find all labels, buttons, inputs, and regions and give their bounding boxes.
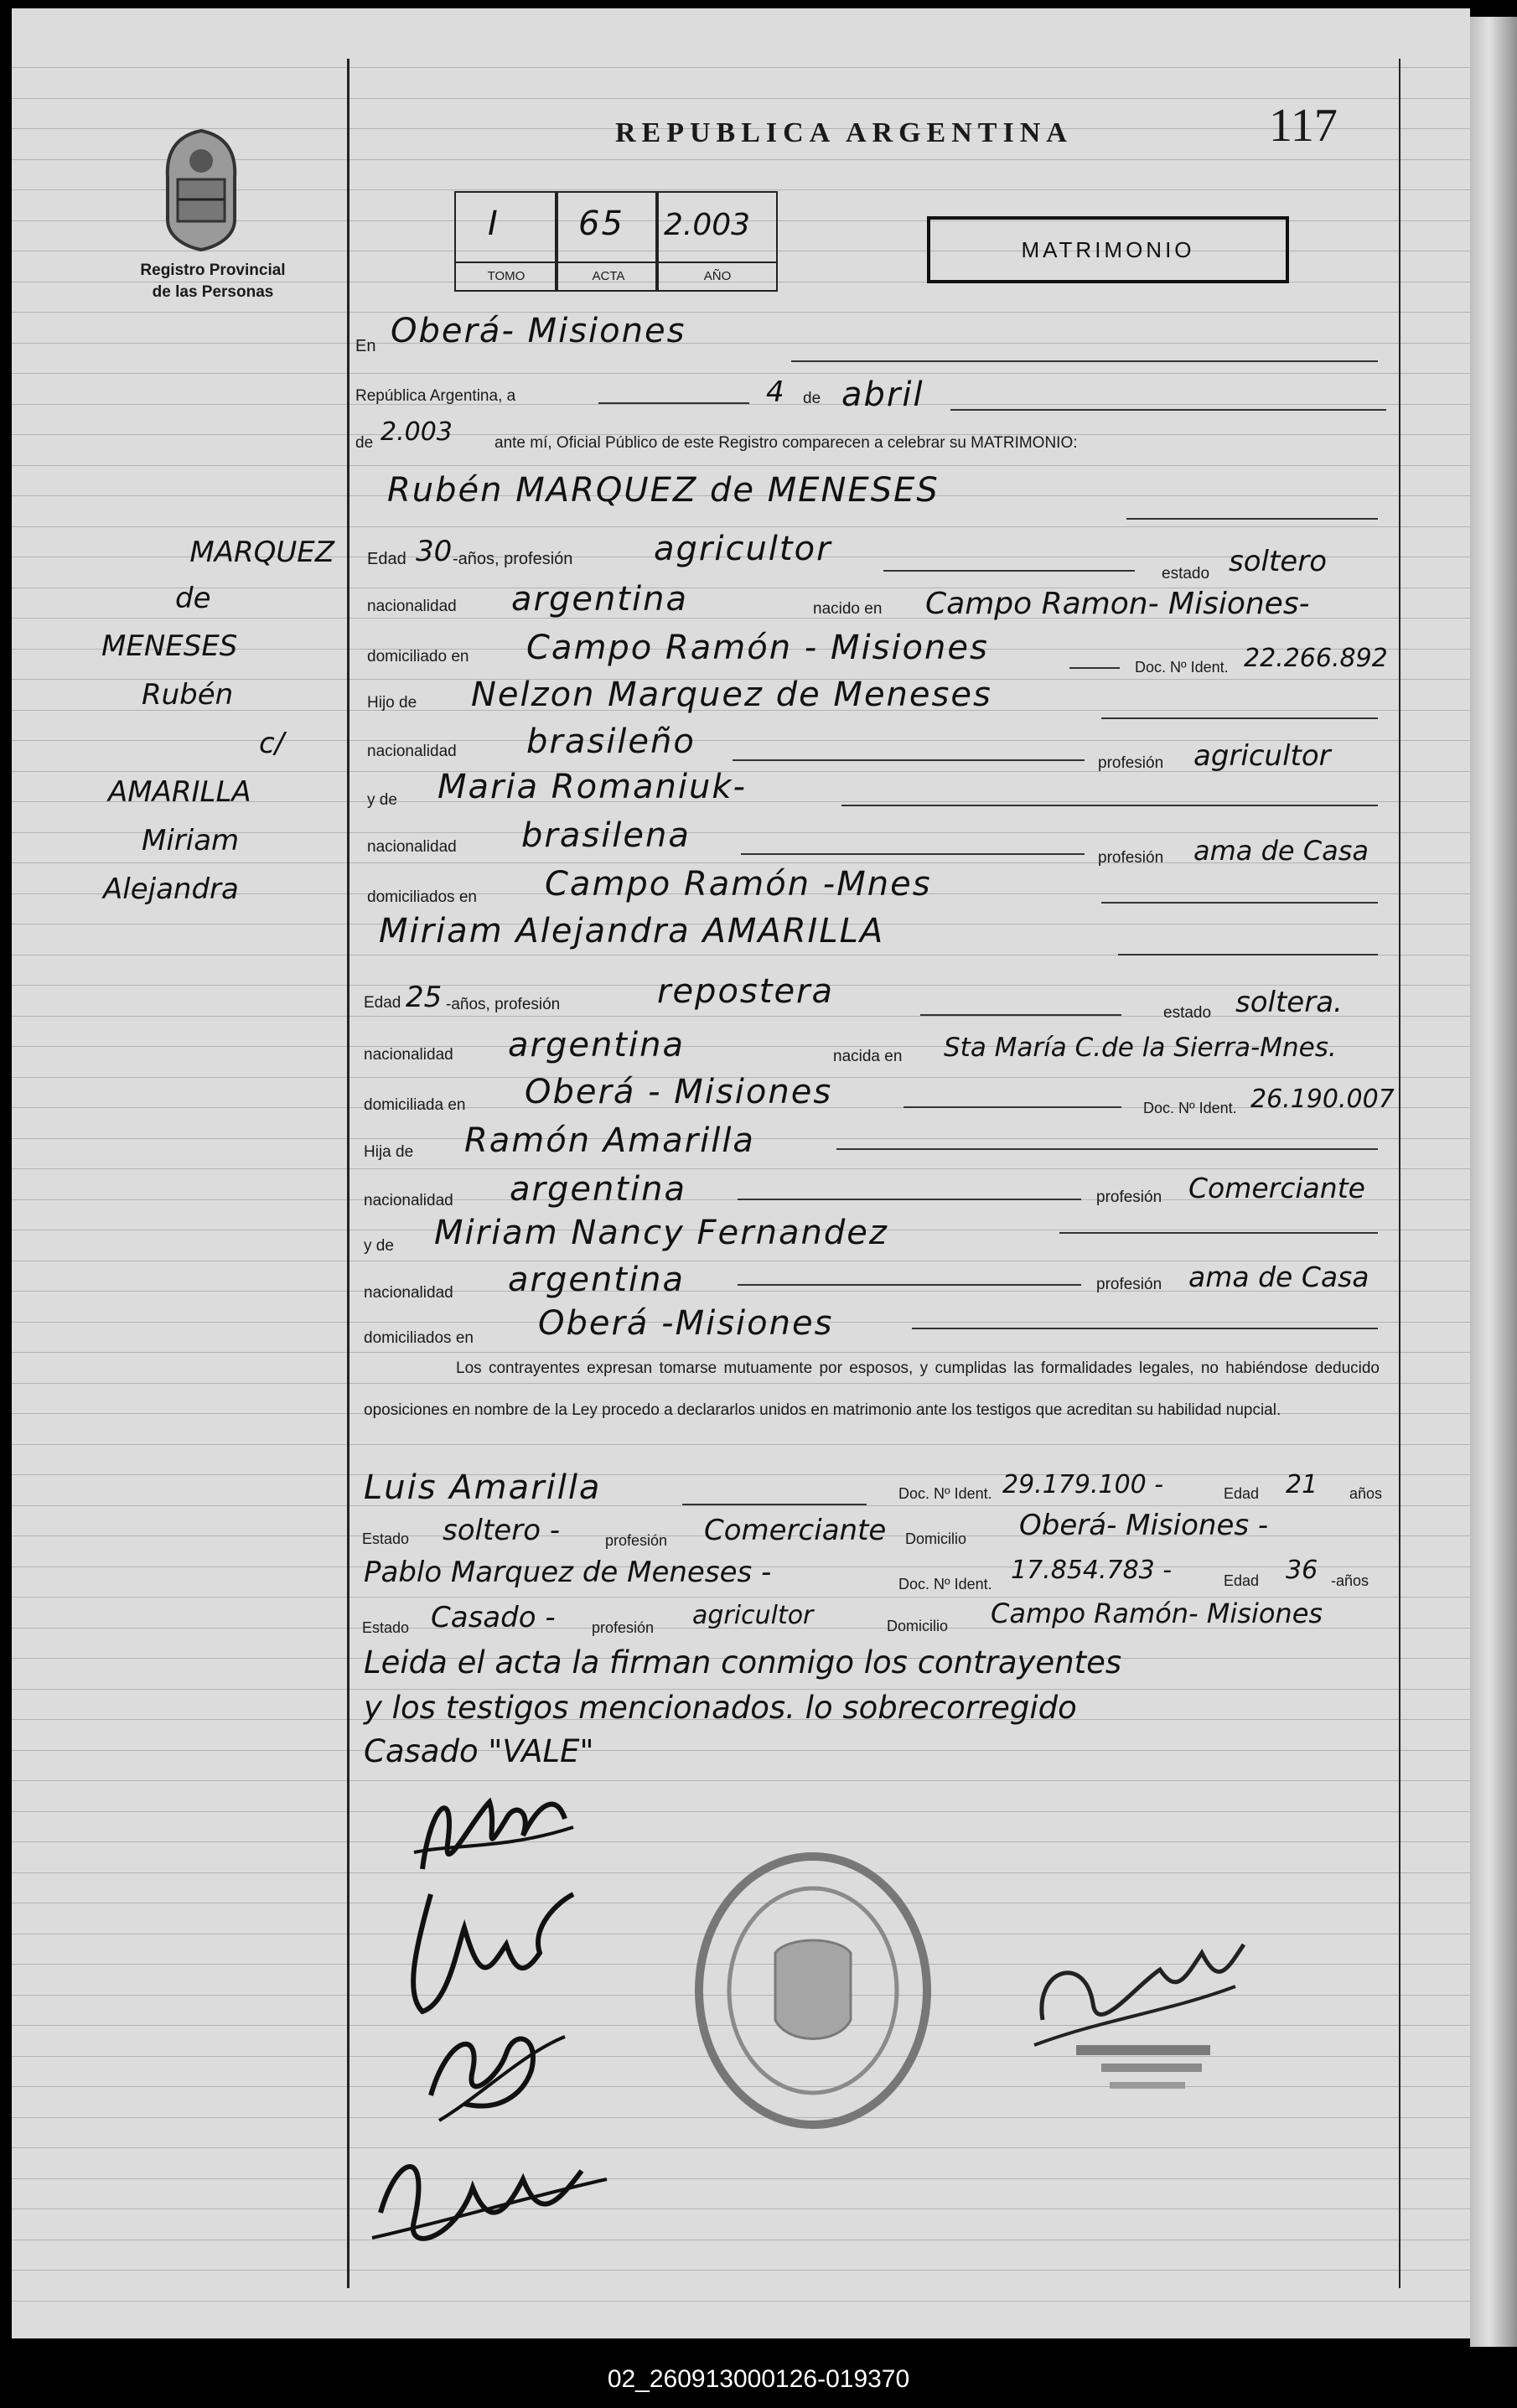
groom-father-nat: brasileño (526, 722, 696, 761)
bride-mother-nac-label: nacionalidad (364, 1284, 453, 1302)
bride-name: Miriam Alejandra AMARILLA (379, 912, 885, 950)
witness2-profession: agricultor (692, 1601, 814, 1630)
bride-nac-label: nacionalidad (364, 1046, 453, 1064)
ruled-line (12, 1750, 1470, 1751)
ruled-line (12, 1841, 1470, 1842)
ruled-line (12, 343, 1470, 344)
bride-birthplace: Sta María C.de la Sierra-Mnes. (944, 1033, 1337, 1063)
registry-line1: Registro Provincial (140, 262, 286, 279)
bride-father: Ramón Amarilla (464, 1121, 755, 1160)
bride-profession: repostera (657, 972, 835, 1011)
witness1-domicile: Oberá- Misiones - (1019, 1509, 1269, 1542)
groom-parents-dom: Campo Ramón -Mnes (545, 865, 932, 904)
groom-profession: agricultor (654, 530, 832, 568)
bride-domicile: Oberá - Misiones (525, 1073, 833, 1111)
bride-nationality: argentina (508, 1026, 685, 1064)
ante-text: ante mí, Oficial Público de este Registro comparecen a celebrar su MATRIMONIO: (494, 434, 1078, 452)
ruled-line (12, 312, 1470, 313)
witness2-doc-label: Doc. Nº Ident. (898, 1576, 992, 1592)
ruled-line (12, 1444, 1470, 1445)
anio-label: AÑO (703, 269, 732, 283)
witness1-doc: 29.179.100 - (1002, 1470, 1164, 1499)
ruled-line (12, 1780, 1470, 1781)
signature-4 (364, 2129, 615, 2271)
closing-line-2: Casado "VALE" (364, 1733, 594, 1769)
groom-birthplace: Campo Ramon- Misiones- (925, 587, 1310, 621)
margin-name-7: Alejandra (103, 873, 239, 906)
bride-father-prof: Comerciante (1188, 1172, 1365, 1204)
witness1-profession: Comerciante (704, 1514, 887, 1547)
witness1-name: Luis Amarilla (364, 1468, 602, 1507)
acta-value: 65 (578, 205, 624, 243)
footer-id: 02_260913000126-019370 (607, 2365, 910, 2393)
ruled-line (12, 98, 1470, 99)
bride-mother-prof: ama de Casa (1188, 1261, 1369, 1293)
witness1-age: 21 (1286, 1470, 1318, 1499)
witness2-name: Pablo Marquez de Meneses - (364, 1556, 772, 1589)
witness2-dom-label: Domicilio (887, 1618, 949, 1634)
margin-name-0: MARQUEZ (189, 536, 334, 569)
margin-name-2: MENESES (101, 629, 238, 663)
margin-name-6: Miriam (142, 824, 240, 857)
witness2-doc: 17.854.783 - (1011, 1556, 1173, 1585)
bride-age: 25 (406, 981, 443, 1014)
republica-label: República Argentina, a (355, 387, 516, 405)
bride-mother: Miriam Nancy Fernandez (434, 1214, 888, 1252)
groom-parents-dom-label: domiciliados en (367, 888, 477, 906)
witness1-prof-label: profesión (605, 1532, 668, 1549)
de-label: de (803, 390, 821, 407)
groom-edad-label: Edad (367, 550, 406, 568)
bride-estado: soltera. (1235, 986, 1343, 1019)
groom-mother-prof: ama de Casa (1193, 835, 1369, 867)
groom-dom-label: domiciliado en (367, 648, 469, 665)
groom-father-prof-label: profesión (1098, 754, 1164, 772)
bride-parents-dom: Oberá -Misiones (538, 1304, 834, 1343)
ruled-line (12, 2178, 1470, 2179)
declaration-text: Los contrayentes expresan tomarse mutuamente por esposos, y cumplidas las formalidades legales, no habiéndose deducido oposiciones en nombre de la Ley procedo a declararlos unidos en matrimonio ante los testigos que acreditan su habilidad nupcial. (364, 1359, 1380, 1419)
ruled-line (12, 2270, 1470, 2271)
bride-yde-label: y de (364, 1237, 394, 1255)
groom-estado: soltero (1229, 545, 1327, 578)
book-spine (1470, 17, 1517, 2355)
bride-mother-prof-label: profesión (1096, 1276, 1162, 1293)
groom-father: Nelzon Marquez de Meneses (471, 676, 992, 714)
marriage-month: abril (841, 375, 924, 414)
bride-nacida-label: nacida en (833, 1048, 903, 1065)
witness2-estado: Casado - (431, 1601, 556, 1634)
groom-doc: 22.266.892 (1244, 644, 1388, 673)
groom-domicile: Campo Ramón - Misiones (526, 629, 989, 667)
witness1-doc-label: Doc. Nº Ident. (898, 1485, 992, 1502)
registry-line2: de las Personas (152, 283, 274, 301)
doc-type-label: MATRIMONIO (1021, 237, 1195, 262)
country-title: REPUBLICA ARGENTINA (615, 117, 1073, 148)
bride-estado-label: estado (1163, 1004, 1212, 1022)
groom-anos-prof-label: -años, profesión (453, 550, 573, 568)
de2-label: de (355, 434, 374, 452)
ruled-line (12, 67, 1470, 68)
coat-of-arms-seal (159, 127, 243, 251)
acta-label: ACTA (592, 269, 625, 283)
record-box (454, 191, 778, 292)
groom-age: 30 (416, 535, 453, 568)
signature-3 (414, 2003, 582, 2129)
marriage-day: 4 (766, 375, 784, 409)
en-label: En (355, 337, 376, 355)
margin-annotation (91, 530, 334, 914)
closing-line-1: y los testigos mencionados. lo sobrecorregido (364, 1690, 1077, 1726)
bride-edad-label: Edad (364, 994, 401, 1012)
tomo-value: I (488, 205, 500, 243)
witness2-domicile: Campo Ramón- Misiones (991, 1598, 1323, 1629)
doc-type-box (927, 216, 1289, 283)
groom-name: Rubén MARQUEZ de MENESES (387, 471, 940, 510)
witness2-age: 36 (1286, 1556, 1318, 1585)
groom-mother-nac-label: nacionalidad (367, 838, 457, 856)
bride-doc: 26.190.007 (1250, 1085, 1395, 1114)
witness2-edad-label: Edad (1224, 1572, 1260, 1589)
ruled-line (12, 1474, 1470, 1475)
bride-father-prof-label: profesión (1096, 1188, 1162, 1206)
margin-line-left (347, 59, 349, 2288)
register-page (12, 8, 1470, 2338)
groom-nacido-label: nacido en (813, 600, 883, 618)
groom-mother-nat: brasilena (521, 816, 691, 855)
groom-mother-prof-label: profesión (1098, 849, 1164, 867)
ruled-line (12, 2301, 1470, 2302)
bride-parents-dom-label: domiciliados en (364, 1329, 474, 1347)
marriage-year: 2.003 (381, 417, 453, 447)
bride-father-nat: argentina (510, 1170, 686, 1209)
closing-line-0: Leida el acta la firman conmigo los contrayentes (364, 1644, 1122, 1680)
ruled-line (12, 526, 1470, 527)
bride-anos-prof-label: -años, profesión (446, 996, 561, 1013)
witness2-anos-label: -años (1331, 1572, 1369, 1589)
ruled-line (12, 373, 1470, 374)
official-signature (1017, 1919, 1252, 2104)
witness1-estado: soltero - (443, 1514, 561, 1547)
witness1-dom-label: Domicilio (905, 1530, 967, 1547)
bride-doc-label: Doc. Nº Ident. (1143, 1100, 1237, 1116)
bride-hija-label: Hija de (364, 1143, 414, 1161)
registry-stamp (687, 1844, 939, 2137)
groom-mother: Maria Romaniuk- (437, 768, 747, 806)
marriage-place: Oberá- Misiones (391, 312, 686, 350)
groom-father-prof: agricultor (1193, 739, 1331, 773)
footer-bar (0, 2347, 1517, 2408)
witness1-estado-label: Estado (362, 1530, 410, 1547)
page-number: 117 (1269, 100, 1338, 152)
anio-value: 2.003 (664, 208, 751, 242)
bride-dom-label: domiciliada en (364, 1096, 466, 1114)
ruled-line (12, 404, 1470, 405)
witness1-anos-label: años (1349, 1485, 1383, 1502)
registry-name (112, 260, 313, 303)
witness1-edad-label: Edad (1224, 1485, 1260, 1502)
witness2-estado-label: Estado (362, 1619, 410, 1636)
ruled-line (12, 1168, 1470, 1169)
ruled-line (12, 465, 1470, 466)
groom-estado-label: estado (1162, 565, 1210, 583)
ruled-line (12, 2147, 1470, 2148)
margin-name-1: de (175, 582, 211, 615)
margin-name-4: c/ (259, 727, 285, 760)
groom-hijo-label: Hijo de (367, 694, 417, 712)
ruled-line (12, 1811, 1470, 1812)
bride-father-nac-label: nacionalidad (364, 1192, 453, 1209)
witness2-prof-label: profesión (592, 1619, 655, 1636)
groom-yde-label: y de (367, 791, 397, 809)
margin-line-right (1399, 59, 1401, 2288)
groom-father-nac-label: nacionalidad (367, 743, 457, 760)
margin-name-3: Rubén (142, 678, 234, 712)
ruled-line (12, 1505, 1470, 1506)
groom-nac-label: nacionalidad (367, 598, 457, 615)
tomo-label: TOMO (487, 269, 526, 283)
groom-nationality: argentina (511, 580, 688, 619)
margin-name-5: AMARILLA (108, 775, 251, 809)
groom-doc-label: Doc. Nº Ident. (1135, 659, 1229, 676)
bride-mother-nat: argentina (508, 1261, 685, 1299)
signature-1 (406, 1768, 590, 1894)
